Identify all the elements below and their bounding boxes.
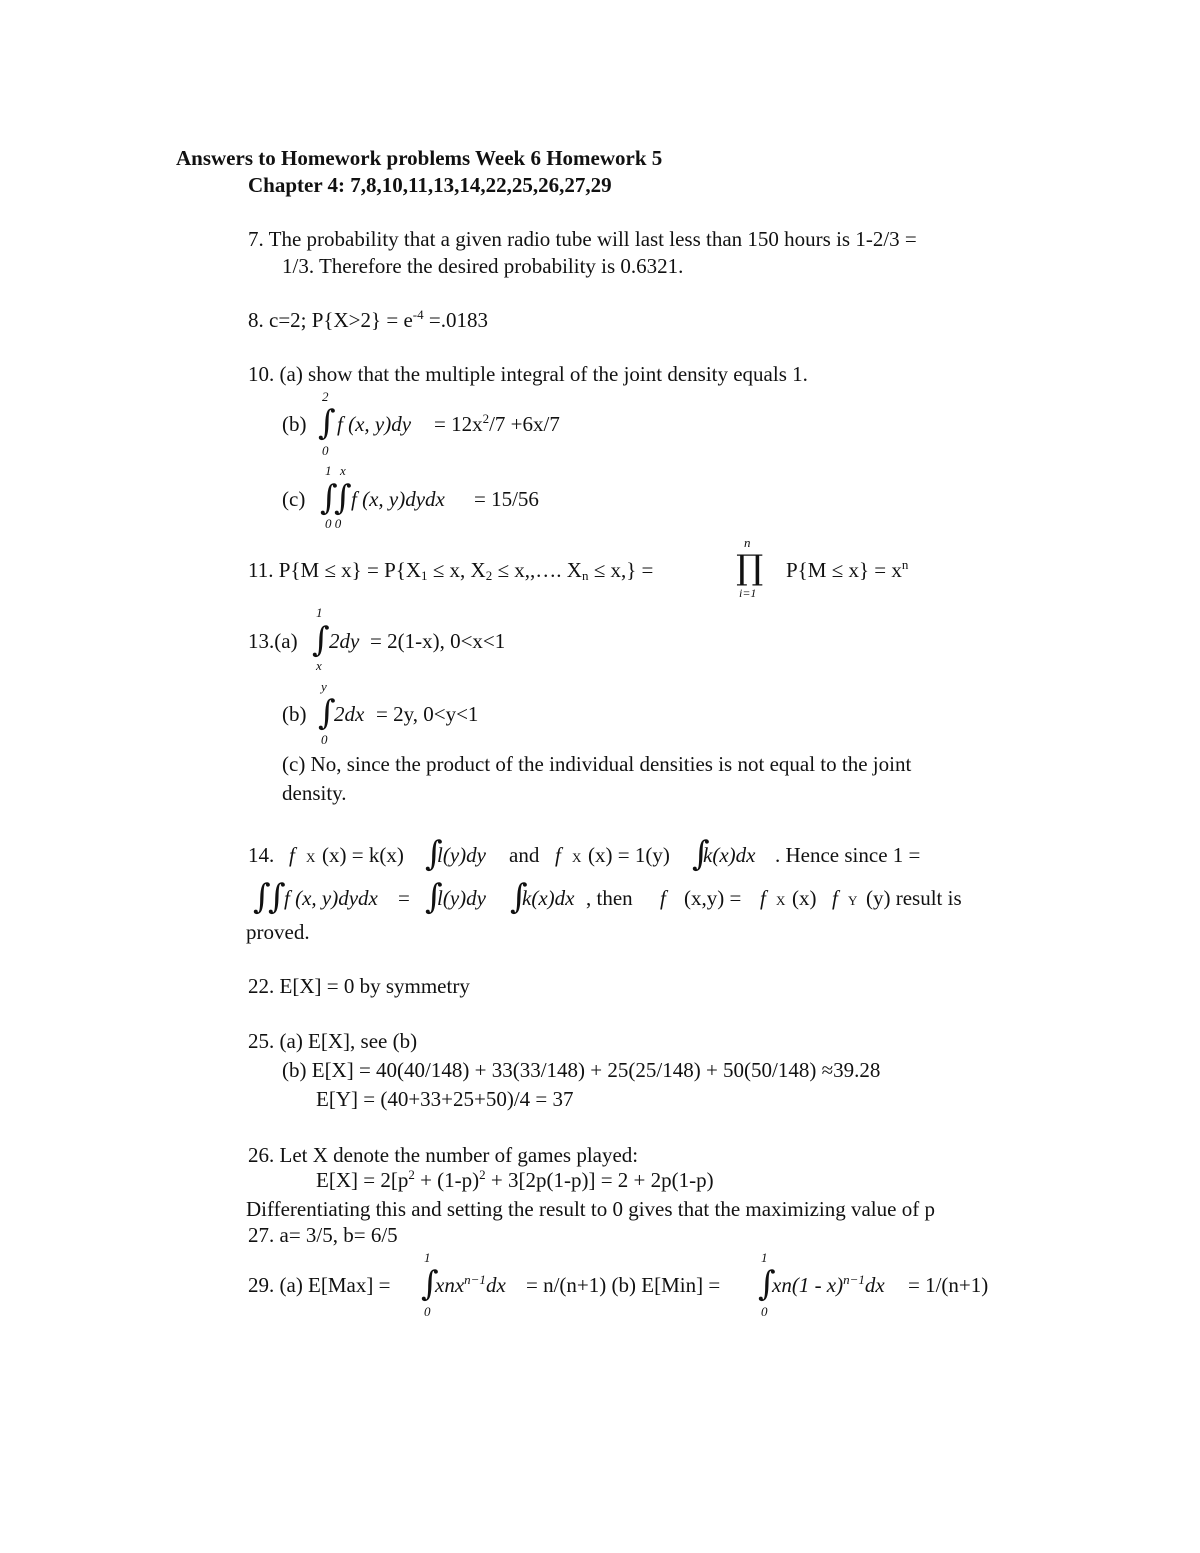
answer-27: 27. a= 3/5, b= 6/5 [248,1223,398,1247]
answer-14-subscript-y: Y [848,893,858,908]
f-symbol: f [289,843,295,867]
answer-13a-integrand: 2dy [329,629,360,653]
answer-14-subscript-x: X [306,850,316,865]
chapter-subtitle: Chapter 4: 7,8,10,11,13,14,22,25,26,27,29 [248,173,612,197]
answer-29a-integrand [435,1273,506,1297]
integral-sign: ∫ [425,877,443,917]
product-lower-limit: i=1 [739,586,757,600]
answer-8-text: 8. c=2; P{X>2} = e [248,308,413,332]
answer-26-line3: Differentiating this and setting the result to 0 gives that the maximizing value of p [246,1197,935,1221]
answer-11-result [786,558,908,582]
answer-14-int4: k(x)dx [522,886,575,910]
answer-14-then: , then [586,886,633,910]
answer-29a-lower-limit: 0 [424,1304,431,1319]
integral-sign: ∫ [421,1264,439,1304]
answer-14-subscript-x: X [776,893,786,908]
answer-14-xy: (x,y) = [684,886,742,910]
integral-sign: ∫ [425,834,443,874]
answer-13b-label: (b) [282,702,307,726]
answer-10c-lower-limits: 0 0 [325,516,342,531]
answer-10b-lower-limit: 0 [322,443,329,458]
answer-29a-integrand-text: dx [485,1273,506,1297]
integral-sign: ∫ [318,403,336,443]
answer-14-equals: = [398,886,410,910]
answer-14-double-integrand: f (x, y)dydx [284,886,378,910]
answer-14-int2: k(x)dx [703,843,756,867]
answer-26-text: + 3[2p(1-p)] = 2 + 2p(1-p) [485,1168,714,1192]
answer-11-text: ≤ x,} = [588,558,654,582]
answer-14-int1: l(y)dy [437,843,486,867]
f-symbol: f [832,886,838,910]
f-symbol: f [760,886,766,910]
integral-sign: ∫ [320,478,338,518]
superscript: n−1 [464,1272,486,1287]
answer-26-line1: 26. Let X denote the number of games played: [248,1143,639,1167]
answer-10b-label: (b) [282,412,307,436]
answer-11-text: 11. P{M ≤ x} = P{X [248,558,422,582]
answer-13b-result: = 2y, 0<y<1 [376,702,479,726]
answer-29b-integrand-text: dx [864,1273,885,1297]
page-title: Answers to Homework problems Week 6 Homework 5 [176,146,663,170]
answer-29b-upper-limit: 1 [761,1250,768,1265]
answer-13b-lower-limit: 0 [321,732,328,747]
subscript: n [581,568,589,583]
integral-sign: ∫ [268,877,286,917]
answer-10b-result-text: = 12x [434,412,483,436]
answer-10a: 10. (a) show that the multiple integral of the joint density equals 1. [248,362,808,386]
answer-11 [248,558,653,582]
answer-14-number: 14. [248,843,275,867]
answer-25b: (b) E[X] = 40(40/148) + 33(33/148) + 25(25/148) + 50(50/148) ≈39.28 [282,1058,881,1082]
answer-11-text: ≤ x,,…. X [492,558,582,582]
answer-11-result-text: P{M ≤ x} = x [786,558,902,582]
answer-8-exponent: -4 [412,307,424,322]
f-symbol: f [660,886,666,910]
subscript: 2 [485,568,493,583]
integral-sign: ∫ [692,834,710,874]
answer-26-line2 [316,1168,714,1192]
answer-10b-exponent: 2 [482,411,490,426]
answer-8 [248,308,488,332]
answer-14-x-arg: (x) [792,886,817,910]
answer-8-result: =.0183 [423,308,488,332]
answer-25a: 25. (a) E[X], see (b) [248,1029,418,1053]
answer-26-text: + (1-p) [414,1168,480,1192]
answer-29a-upper-limit: 1 [424,1250,431,1265]
integral-sign: ∫ [253,877,271,917]
answer-13a-lower-limit: x [316,658,322,673]
superscript: n [901,557,909,572]
answer-14-hence: . Hence since 1 = [775,843,921,867]
answer-14-int3: l(y)dy [437,886,486,910]
answer-13a-result: = 2(1-x), 0<x<1 [370,629,506,653]
answer-14-proved: proved. [246,920,310,944]
answer-13b-integrand: 2dx [334,702,365,726]
superscript: n−1 [843,1272,865,1287]
answer-10b-upper-limit: 2 [322,389,329,404]
integral-sign: ∫ [312,620,330,660]
answer-10b-integrand: f (x, y)dy [337,412,412,436]
answer-25c: E[Y] = (40+33+25+50)/4 = 37 [316,1087,574,1111]
answer-29a-label: 29. (a) E[Max] = [248,1273,391,1297]
answer-29b-integrand-text: xn(1 - x) [772,1273,844,1297]
superscript: 2 [408,1167,415,1182]
answer-11-text: ≤ x, X [427,558,486,582]
answer-13c-line1: (c) No, since the product of the individual densities is not equal to the joint [282,752,912,776]
answer-14-subscript-x: X [572,850,582,865]
answer-10c-integrand: f (x, y)dydx [351,487,445,511]
integral-sign: ∫ [318,693,336,733]
integral-sign: ∫ [758,1264,776,1304]
answer-10c-upper-limit-outer: 1 [325,463,332,478]
answer-22: 22. E[X] = 0 by symmetry [248,974,470,998]
answer-29a-result: = n/(n+1) (b) E[Min] = [526,1273,721,1297]
answer-14-y-arg: (y) result is [866,886,962,910]
superscript: 2 [479,1167,486,1182]
answer-29b-lower-limit: 0 [761,1304,768,1319]
answer-10b-result-tail: /7 +6x/7 [489,412,560,436]
product-sign: ∏ [736,548,764,588]
answer-26-text: E[X] = 2[p [316,1168,409,1192]
integral-sign: ∫ [334,478,352,518]
answer-14-eq1: (x) = k(x) [322,843,404,867]
answer-10c-upper-limit-inner: x [340,463,346,478]
answer-13a-upper-limit: 1 [316,605,323,620]
subscript: 1 [421,568,428,583]
answer-13c-line2: density. [282,781,347,805]
product-upper-limit: n [744,535,751,550]
integral-sign: ∫ [510,877,528,917]
answer-10b-result [434,412,560,436]
answer-29a-integrand-text: xnx [435,1273,465,1297]
answer-29b-result: = 1/(n+1) [908,1273,989,1297]
answer-10c-result: = 15/56 [474,487,539,511]
answer-7-line2: 1/3. Therefore the desired probability is 0.6321. [282,254,684,278]
answer-13a-label: 13.(a) [248,629,298,653]
answer-13b-upper-limit: y [321,679,327,694]
answer-7-line1: 7. The probability that a given radio tube will last less than 150 hours is 1-2/3 = [248,227,917,251]
f-symbol: f [555,843,561,867]
answer-29b-integrand [772,1273,885,1297]
answer-14-and: and [509,843,540,867]
answer-14-eq2: (x) = 1(y) [588,843,670,867]
answer-10c-label: (c) [282,487,306,511]
